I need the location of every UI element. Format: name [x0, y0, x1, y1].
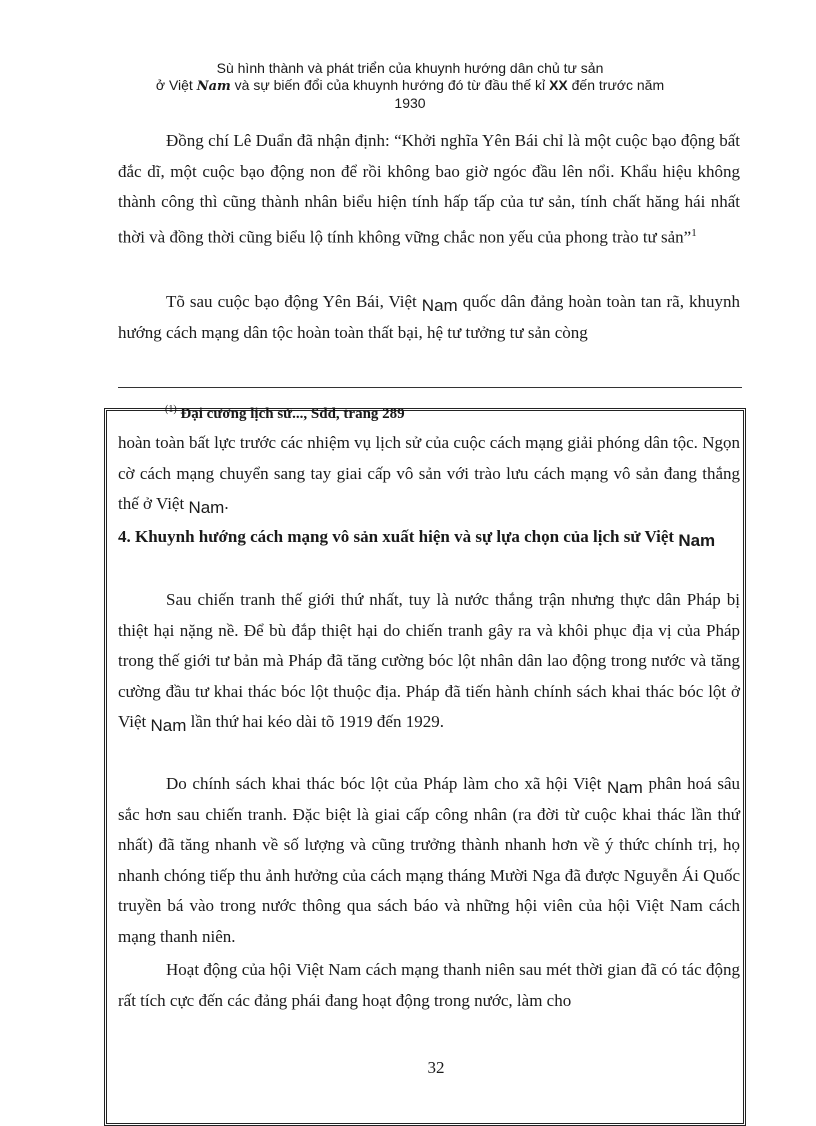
page-number: 32 — [427, 1058, 445, 1077]
footnote: $^{(1)}$ Đại cương lịch sử..., Sdd, trang 289 — [165, 404, 405, 422]
paragraph-continuation: hoàn toàn bất lực trước các nhiệm vụ lịch sử của cuộc cách mạng giải phóng dân tộc. Ngọn cờ cách mạng chuyển sang tay giai cấp vô sản với trào lưu cách mạng vô sản đang thắng thế ở Việt Nam. — [118, 433, 740, 517]
paragraph-after-yen-bai: Tõ sau cuộc bạo động Yên Bái, Việt Nam quốc dân đảng hoàn toàn tan rã, khuynh hướng cách mạng dân tộc hoàn toàn thất bại, hệ tư tưởng tư sản còng — [118, 292, 740, 342]
paragraph-social-division: Do chính sách khai thác bóc lột của Pháp làm cho xã hội Việt Nam phân hoá sâu sắc hơn sau chiến tranh. Đặc biệt là giai cấp công nhân (ra đời từ cuộc khai thác lần thứ nhất) đã tăng nhanh về số lượng và cũng trưởng thành nhanh hơn về ý thức chính trị, họ nhanh chóng tiếp thu ảnh hưởng của cách mạng tháng Mười Nga đã được Nguyễn Ái Quốc truyền bá vào trong nước thông qua sách báo và những hội viên của hội Việt Nam cách mạng thanh niên. — [118, 774, 740, 946]
footnote-ref[interactable]: 1 — [691, 226, 697, 239]
section-heading-4: 4. Khuynh hướng cách mạng vô sản xuất hiện và sự lựa chọn của lịch sử Việt Nam — [118, 527, 716, 550]
paragraph-after-ww1: Sau chiến tranh thế giới thứ nhất, tuy là nước thắng trận nhưng thực dân Pháp bị thiệt hại nặng nề. Để bù đắp thiệt hại do chiến tranh gây ra và khôi phục địa vị của Pháp trong thế giới tư bản mà Pháp đã tăng cường bóc lột nhân dân lao động trong nước và tăng cường đầu tư khai thác bóc lột thuộc địa. Pháp đã tiến hành chính sách khai thác bóc lột ở Việt Nam lần thứ hai kéo dài tõ 1919 đến 1929. — [118, 590, 740, 735]
header-year: 1930 — [394, 95, 426, 111]
header-line-2: ở Việt Nam và sự biến đổi của khuynh hướng đó từ đầu thế kỉ XX đến trước năm — [155, 77, 665, 94]
footnote-separator — [118, 387, 742, 388]
paragraph-youth-association: Hoạt động của hội Việt Nam cách mạng thanh niên sau mét thời gian đã có tác động rất tích cực đến các đảng phái đang hoạt động trong nước, làm cho — [118, 960, 740, 1010]
header-line-1: Sù hình thành và phát triển của khuynh hướng dân chủ tư sản — [216, 60, 604, 76]
header-century: XX — [549, 77, 568, 93]
running-header — [110, 60, 710, 112]
paragraph-le-duan-quote: Đồng chí Lê Duẩn đã nhận định: “Khởi nghĩa Yên Bái chỉ là một cuộc bạo động bất đắc dĩ, một cuộc bạo động non để rồi không bao giờ ngóc đầu lên nổi. Khẩu hiệu không thành công thì cũng thành nhân biểu hiện tính hấp tấp của tư sản, tính chất hăng hái nhất thời và đồng thời cũng biểu lộ tính không vững chắc non yếu của phong trào tư sản”$^1$ — [118, 131, 740, 247]
header-script-word: Nam — [196, 79, 231, 94]
